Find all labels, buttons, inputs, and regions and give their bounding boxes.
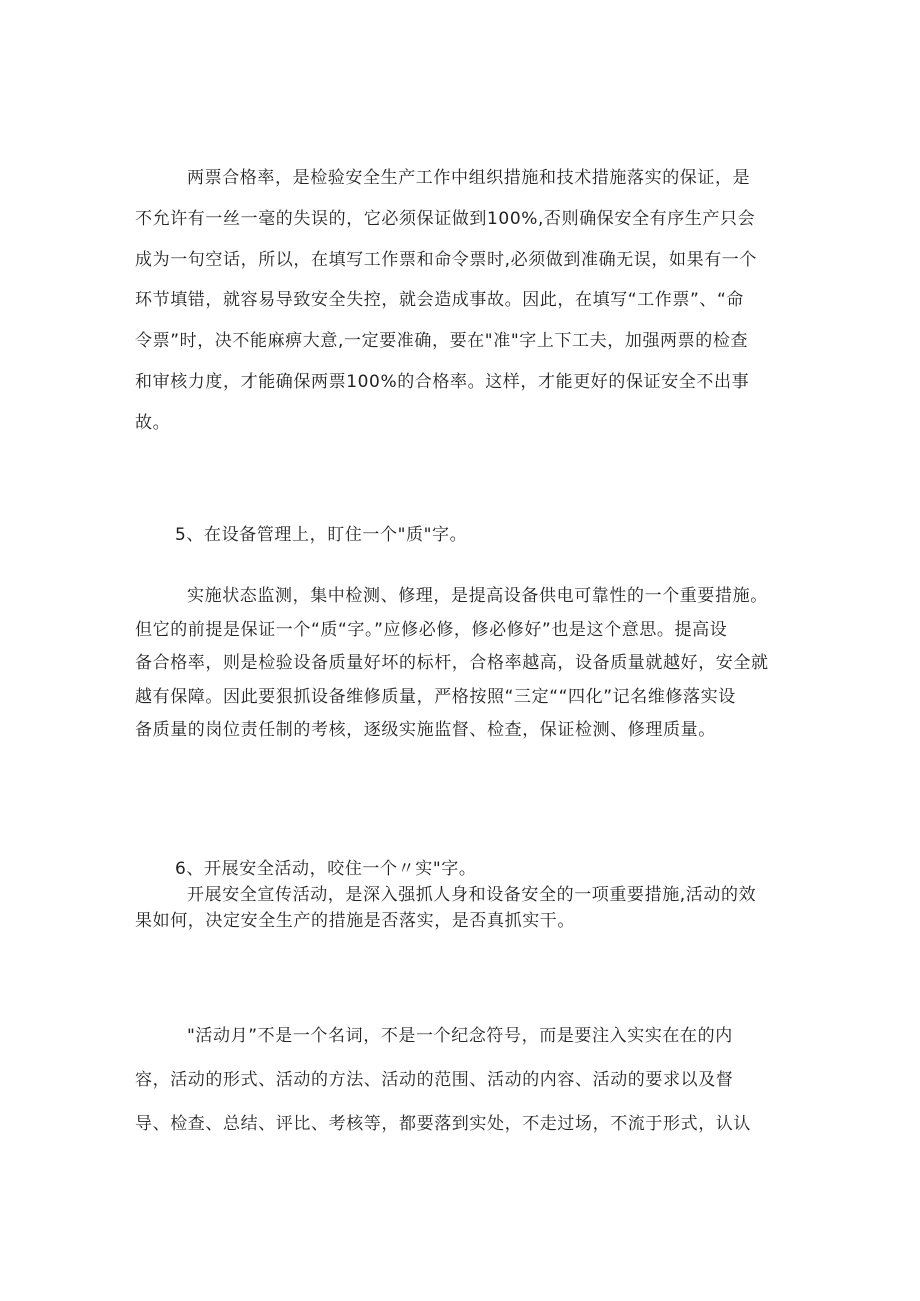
- text-line: 故。: [135, 412, 171, 433]
- heading-text: 5、在设备管理上，盯住一个"质"字。: [175, 525, 468, 545]
- text-line: 导、检查、总结、评比、考核等，都要落到实处，不走过场，不流于形式，认认: [135, 1114, 751, 1134]
- text-line: 成为一句空话，所以，在填写工作票和命令票时,必须做到准确无误，如果有一个: [135, 249, 758, 270]
- paragraph-activity-month: [135, 1014, 810, 1146]
- section-heading-6-block: [135, 856, 810, 934]
- text-line: 开展安全宣传活动，是深入强抓人身和设备安全的一项重要措施,活动的效: [187, 885, 757, 905]
- paragraph-equipment-quality: [135, 580, 810, 748]
- text-line: "活动月”不是一个名词，不是一个纪念符号，而是要注入实实在在的内: [187, 1026, 733, 1046]
- text-line: 环节填错，就容易导致安全失控，就会造成事故。因此，在填写“工作票”、“命: [135, 290, 745, 311]
- text-line: 令票”时，决不能麻痹大意,一定要准确，要在"准"字上下工夫，加强两票的检查: [135, 331, 749, 352]
- section-heading-5: [135, 520, 810, 550]
- text-line: 备质量的岗位责任制的考核，逐级实施监督、检查，保证检测、修理质量。: [135, 720, 716, 740]
- text-line: 容，活动的形式、活动的方法、活动的范围、活动的内容、活动的要求以及督: [135, 1070, 734, 1090]
- text-line: 越有保障。因此要狠抓设备维修质量，严格按照“三定““四化”记名维修落实设: [135, 686, 736, 707]
- section-heading-6: 6、开展安全活动，咬住一个〃实"字。: [175, 859, 477, 879]
- text-line: 但它的前提是保证一个“质“字。”应修必修，修必修好”也是这个意思。提高设: [135, 619, 728, 640]
- text-line: 和审核力度，才能确保两票100%的合格率。这样，才能更好的保证安全不出事: [135, 371, 750, 392]
- text-line: 不允许有一丝一毫的失误的，它必须保证做到100%,否则确保安全有序生产只会: [135, 208, 756, 229]
- text-line: 实施状态监测，集中检测、修理，是提高设备供电可靠性的一个重要措施。: [187, 586, 768, 606]
- text-line: 备合格率，则是检验设备质量好坏的标杆，合格率越高，设备质量就越好，安全就: [135, 653, 769, 673]
- text-line: 果如何，决定安全生产的措施是否落实，是否真抓实干。: [135, 911, 575, 931]
- paragraph-two-tickets: [135, 158, 810, 444]
- text-line: 两票合格率，是检验安全生产工作中组织措施和技术措施落实的保证，是: [187, 168, 751, 188]
